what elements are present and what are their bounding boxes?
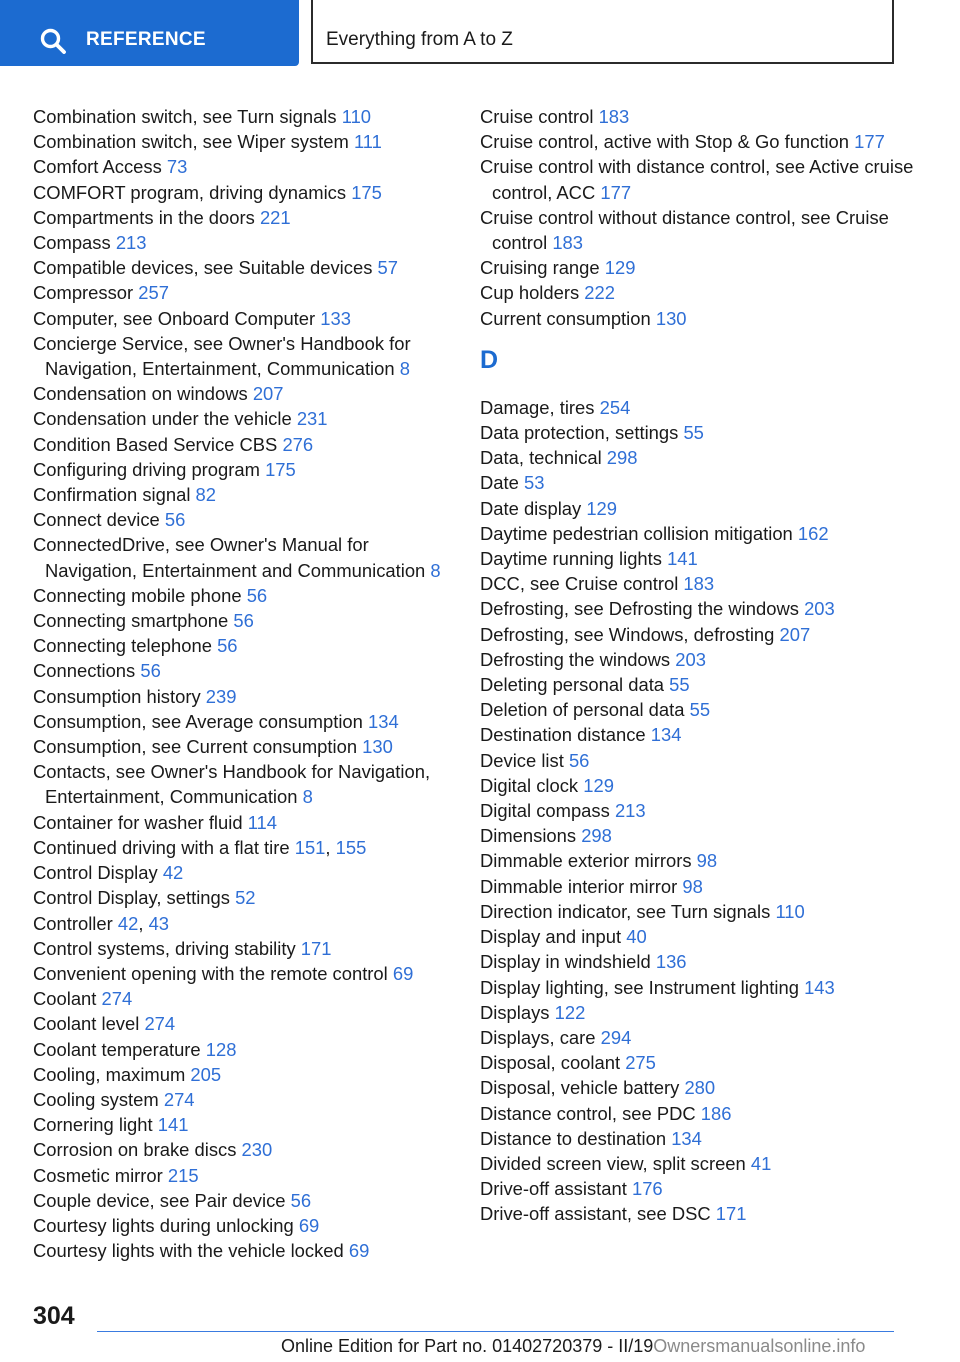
- page-link[interactable]: 129: [604, 257, 636, 279]
- index-entry: [33, 129, 453, 154]
- index-entry-text: Courtesy lights with the vehicle locked: [33, 1240, 344, 1262]
- index-entry-text: Cooling system: [33, 1088, 159, 1110]
- page-link[interactable]: 129: [586, 497, 618, 519]
- page-link[interactable]: 183: [683, 573, 715, 595]
- index-entry: [33, 684, 453, 709]
- page-link[interactable]: 40: [626, 926, 647, 948]
- page-link[interactable]: 43: [148, 912, 170, 934]
- index-entry-text: Dimensions: [480, 825, 577, 847]
- index-entry-text: Deleting personal data: [480, 674, 665, 696]
- index-entry-text: DCC, see Cruise control: [480, 573, 679, 595]
- index-entry-text: Compass: [33, 232, 111, 254]
- index-entry-text: Data, technical: [480, 447, 602, 469]
- index-entry: [480, 306, 920, 331]
- page-link[interactable]: 52: [235, 887, 256, 909]
- index-entry: [33, 1188, 453, 1213]
- page-link[interactable]: 69: [392, 962, 414, 984]
- page-link[interactable]: 171: [300, 937, 332, 959]
- index-entry-text: Display in windshield: [480, 951, 651, 973]
- index-entry: [33, 1112, 453, 1137]
- index-entry: [480, 672, 920, 697]
- page-link[interactable]: 177: [600, 181, 632, 203]
- index-entry: [33, 1011, 453, 1036]
- index-entry-text: Combination switch, see Turn signals: [33, 106, 337, 127]
- index-entry: [480, 571, 920, 596]
- index-entry-text: Compartments in the doors: [33, 206, 255, 228]
- index-entry-text: Device list: [480, 749, 564, 771]
- index-entry: [480, 622, 920, 647]
- index-entry: [33, 860, 453, 885]
- index-entry: [480, 521, 920, 546]
- page-link[interactable]: 274: [101, 988, 133, 1010]
- index-entry: [480, 255, 920, 280]
- index-entry: [33, 482, 453, 507]
- page-link[interactable]: 177: [854, 131, 885, 153]
- reference-tab[interactable]: [0, 0, 299, 66]
- index-entry: [480, 1176, 920, 1201]
- index-entry-text: Cornering light: [33, 1114, 153, 1136]
- index-entry-text: Container for washer fluid: [33, 811, 243, 833]
- index-entry-text: Connecting mobile phone: [33, 584, 242, 606]
- page-link[interactable]: 134: [650, 724, 682, 746]
- index-entry: [33, 104, 453, 129]
- index-entry-text: Displays, care: [480, 1026, 596, 1048]
- index-entry-text: Date: [480, 472, 519, 494]
- page-link[interactable]: 98: [682, 875, 703, 897]
- index-entry-text: Combination switch, see Wiper system: [33, 131, 349, 153]
- page-link[interactable]: 274: [144, 1013, 176, 1035]
- index-entry: [33, 633, 453, 658]
- index-entry-text: Disposal, coolant: [480, 1052, 621, 1074]
- index-entry: [480, 975, 920, 1000]
- index-entry-text: Distance to destination: [480, 1127, 667, 1149]
- index-entry-text: Defrosting the windows: [480, 648, 671, 670]
- page-link[interactable]: 130: [362, 736, 393, 758]
- chapter-title-box: [311, 0, 894, 64]
- footer-divider: [97, 1331, 894, 1332]
- index-entry-text: Control Display: [33, 862, 158, 884]
- index-entry-text: Corrosion on brake discs: [33, 1139, 237, 1161]
- page-link[interactable]: 56: [164, 509, 186, 531]
- index-entry-text: Consumption history: [33, 685, 201, 707]
- index-entry: [480, 154, 920, 204]
- page-link[interactable]: 215: [167, 1164, 199, 1186]
- page-link[interactable]: 69: [348, 1240, 370, 1262]
- index-entry: [480, 823, 920, 848]
- page-link[interactable]: 55: [669, 674, 690, 696]
- page-link[interactable]: 56: [217, 635, 238, 657]
- index-entry: [480, 1000, 920, 1025]
- page-link[interactable]: 230: [241, 1139, 273, 1161]
- index-entry-text: Cup holders: [480, 282, 580, 304]
- index-entry-text: Distance control, see PDC: [480, 1102, 696, 1124]
- index-entry: [33, 1037, 453, 1062]
- index-entry-text: Digital compass: [480, 800, 610, 822]
- index-entry: [480, 129, 920, 154]
- page-link[interactable]: 42: [162, 862, 184, 884]
- index-entry: [480, 949, 920, 974]
- page-link[interactable]: 41: [750, 1152, 772, 1174]
- page-link[interactable]: 222: [584, 282, 615, 304]
- page-link[interactable]: 56: [140, 660, 161, 682]
- chapter-title: Everything from A to Z: [326, 29, 513, 50]
- index-entry-text: Connections: [33, 660, 136, 682]
- page-header: [0, 0, 960, 66]
- index-entry-text: Continued driving with a flat tire: [33, 836, 290, 858]
- index-entry: [480, 1201, 920, 1226]
- index-entry: [480, 1126, 920, 1151]
- index-entry-text: Couple device, see Pair device: [33, 1189, 286, 1211]
- page-link[interactable]: 274: [163, 1088, 195, 1110]
- page-link[interactable]: 294: [600, 1026, 632, 1048]
- index-entry-text: Convenient opening with the remote control: [33, 962, 388, 984]
- page-link[interactable]: 8: [430, 559, 441, 581]
- index-entry-text: Consumption, see Average consumption: [33, 710, 363, 732]
- page-link[interactable]: 298: [606, 447, 638, 469]
- index-entry: [480, 496, 920, 521]
- index-entry: [480, 445, 920, 470]
- index-entry: [480, 280, 920, 305]
- page-link[interactable]: 56: [233, 610, 254, 632]
- index-entry-text: Cruise control with distance control, see Active cruise control, ACC: [480, 156, 914, 203]
- page-link[interactable]: 207: [252, 383, 284, 405]
- page-number: 304: [33, 1302, 75, 1330]
- index-entry: [33, 986, 453, 1011]
- index-entry-text: Concierge Service, see Owner's Handbook for Navigation, Entertainment, Communication: [33, 332, 411, 380]
- index-entry: Controller 42, 43: [33, 912, 170, 934]
- edition-text: Online Edition for Part no. 01402720379 - II/19: [281, 1336, 654, 1356]
- search-icon: [40, 28, 66, 54]
- index-entry: [480, 1101, 920, 1126]
- index-entry: [33, 154, 453, 179]
- index-entry: [480, 205, 920, 255]
- index-entry: Continued driving with a flat tire 151, 155: [33, 836, 367, 858]
- index-entry: [480, 596, 920, 621]
- index-entry: [33, 1087, 453, 1112]
- index-entry-text: Defrosting, see Defrosting the windows: [480, 598, 799, 620]
- page-link[interactable]: 175: [351, 181, 382, 203]
- index-group-c-continued: [480, 104, 920, 331]
- index-entry-text: Digital clock: [480, 774, 579, 796]
- index-entry-text: Compressor: [33, 282, 134, 304]
- index-entry: [33, 406, 453, 431]
- index-entry: [33, 280, 453, 305]
- page-link[interactable]: 275: [625, 1052, 656, 1074]
- index-entry-text: Data protection, settings: [480, 422, 679, 444]
- index-entry-text: Control systems, driving stability: [33, 937, 296, 959]
- index-entry-text: Controller: [33, 912, 113, 934]
- index-entry-text: Drive-off assistant, see DSC: [480, 1203, 711, 1225]
- index-entry-text: Computer, see Onboard Computer: [33, 307, 316, 329]
- page-link[interactable]: 213: [614, 800, 646, 822]
- page-link[interactable]: 55: [683, 422, 704, 444]
- page-link[interactable]: 141: [667, 548, 698, 570]
- index-entry: [33, 507, 453, 532]
- page-link[interactable]: 231: [296, 408, 328, 430]
- index-entry-text: Compatible devices, see Suitable devices: [33, 257, 373, 279]
- page-link[interactable]: 176: [631, 1178, 663, 1200]
- index-entry-text: Courtesy lights during unlocking: [33, 1214, 294, 1236]
- index-entry-text: COMFORT program, driving dynamics: [33, 181, 347, 203]
- index-entry-text: Condensation under the vehicle: [33, 408, 292, 430]
- index-entry: [480, 1151, 920, 1176]
- index-entry: [33, 608, 453, 633]
- index-entry-text: Coolant temperature: [33, 1038, 201, 1060]
- page-link[interactable]: 280: [684, 1077, 716, 1099]
- page-link[interactable]: 110: [341, 106, 372, 127]
- index-entry: [480, 470, 920, 495]
- page-link[interactable]: 183: [552, 232, 584, 254]
- page-link[interactable]: 53: [523, 472, 545, 494]
- index-entry-text: Coolant: [33, 988, 97, 1010]
- index-entry-text: Drive-off assistant: [480, 1178, 627, 1200]
- index-entry: [33, 457, 453, 482]
- page-link[interactable]: 56: [246, 584, 268, 606]
- page-link[interactable]: 205: [190, 1063, 222, 1085]
- index-entry-text: Cruise control: [480, 106, 594, 127]
- page-link[interactable]: 162: [797, 522, 829, 544]
- page-link[interactable]: 111: [353, 131, 382, 153]
- index-entry: [480, 798, 920, 823]
- page-link[interactable]: 129: [583, 774, 614, 796]
- index-entry: [33, 810, 453, 835]
- index-entry-text: Displays: [480, 1001, 550, 1023]
- index-entry: [33, 709, 453, 734]
- index-entry-text: Cruising range: [480, 257, 600, 279]
- index-entry: [480, 874, 920, 899]
- page-link[interactable]: 254: [599, 396, 631, 418]
- index-entry: [33, 1213, 453, 1238]
- index-entry-text: Disposal, vehicle battery: [480, 1077, 680, 1099]
- index-entry-text: Connect device: [33, 509, 160, 531]
- page-link[interactable]: 141: [157, 1114, 189, 1136]
- index-entry-text: Display lighting, see Instrument lighting: [480, 976, 799, 998]
- footer-watermark: Ownersmanualsonline.info: [653, 1336, 866, 1356]
- index-entry-text: Cooling, maximum: [33, 1063, 186, 1085]
- page-link[interactable]: 130: [655, 307, 687, 329]
- index-entry: [480, 420, 920, 445]
- index-entry-text: ConnectedDrive, see Owner's Manual for Navigation, Entertainment and Communication: [33, 534, 426, 581]
- index-entry-text: Dimmable exterior mirrors: [480, 850, 692, 872]
- index-entry-text: Condition Based Service CBS: [33, 433, 278, 455]
- index-column-left: [33, 104, 453, 1263]
- index-entry: [480, 924, 920, 949]
- index-entry-text: Deletion of personal data: [480, 699, 685, 721]
- index-entry-text: Coolant level: [33, 1013, 140, 1035]
- index-entry-text: Damage, tires: [480, 396, 595, 418]
- index-entry-text: Configuring driving program: [33, 458, 260, 480]
- index-entry: [480, 1075, 920, 1100]
- index-entry-text: Condensation on windows: [33, 383, 248, 405]
- index-entry-text: Direction indicator, see Turn signals: [480, 900, 771, 922]
- index-entry: [480, 697, 920, 722]
- page-link[interactable]: 98: [696, 850, 718, 872]
- index-entry: [33, 734, 453, 759]
- index-entry: [33, 180, 453, 205]
- index-entry: [33, 331, 453, 381]
- page-link[interactable]: 203: [804, 598, 835, 620]
- page-link[interactable]: 69: [298, 1214, 320, 1236]
- index-entry: [33, 1062, 453, 1087]
- index-entry-text: Control Display, settings: [33, 887, 230, 909]
- index-entry: [33, 658, 453, 683]
- index-entry-text: Cruise control without distance control, see Cruise control: [480, 206, 889, 254]
- page-link[interactable]: 133: [320, 307, 351, 329]
- page-link[interactable]: 114: [247, 811, 278, 833]
- index-entry-text: Dimmable interior mirror: [480, 875, 678, 897]
- index-entry-text: Daytime running lights: [480, 548, 662, 570]
- page-link[interactable]: 8: [399, 358, 410, 380]
- index-entry: [33, 936, 453, 961]
- page-link[interactable]: 221: [259, 206, 291, 228]
- page-link[interactable]: 128: [205, 1038, 237, 1060]
- footer-edition: [281, 1336, 865, 1357]
- page-link[interactable]: 298: [581, 825, 612, 847]
- index-entry: [480, 1050, 920, 1075]
- index-entry: [33, 961, 453, 986]
- index-entry-text: Cosmetic mirror: [33, 1164, 163, 1186]
- page-link[interactable]: 239: [205, 685, 237, 707]
- index-entry-text: Contacts, see Owner's Handbook for Navigation, Entertainment, Communication: [33, 761, 431, 808]
- index-entry: [480, 848, 920, 873]
- index-entry: [33, 1163, 453, 1188]
- page-link[interactable]: 186: [700, 1102, 732, 1124]
- index-entry: [480, 546, 920, 571]
- section-letter-d: D: [480, 345, 499, 374]
- page-link[interactable]: 257: [138, 282, 169, 304]
- index-entry: [33, 230, 453, 255]
- page-link[interactable]: 110: [775, 900, 805, 922]
- page-link[interactable]: 134: [671, 1127, 702, 1149]
- index-entry: [33, 532, 453, 582]
- index-entry: [33, 583, 453, 608]
- index-entry: [480, 395, 920, 420]
- index-entry-text: Comfort Access: [33, 156, 162, 178]
- index-group-d: [480, 395, 920, 1227]
- page-link[interactable]: 56: [568, 749, 590, 771]
- index-entry: [33, 255, 453, 280]
- page-link[interactable]: 155: [335, 836, 367, 858]
- index-entry: [33, 885, 453, 910]
- page-link[interactable]: 276: [282, 433, 314, 455]
- index-entry: [480, 899, 920, 924]
- page-link[interactable]: 175: [265, 458, 296, 480]
- page-link[interactable]: 82: [195, 484, 217, 506]
- index-entry: [480, 647, 920, 672]
- page-link[interactable]: 8: [302, 786, 313, 808]
- index-entry-text: Consumption, see Current consumption: [33, 736, 358, 758]
- page-link[interactable]: 203: [675, 648, 706, 670]
- index-entry-text: Connecting telephone: [33, 635, 212, 657]
- page-link[interactable]: 42: [117, 912, 139, 934]
- index-entry: [33, 1137, 453, 1162]
- page-link[interactable]: 56: [290, 1189, 312, 1211]
- reference-label: REFERENCE: [86, 29, 206, 50]
- page-link[interactable]: 136: [655, 951, 687, 973]
- page-link[interactable]: 207: [779, 623, 811, 645]
- index-entry: [33, 1238, 453, 1263]
- index-entry: [33, 381, 453, 406]
- page-link[interactable]: 55: [689, 699, 711, 721]
- index-entry: [33, 759, 453, 809]
- page-link[interactable]: 151: [294, 836, 326, 858]
- index-entry: [33, 205, 453, 230]
- index-entry: [33, 432, 453, 457]
- index-column-right: [480, 104, 920, 1227]
- index-entry-text: Display and input: [480, 926, 622, 948]
- index-entry-text: Connecting smartphone: [33, 610, 229, 632]
- page-link[interactable]: 143: [804, 976, 835, 998]
- page-link[interactable]: 122: [554, 1001, 586, 1023]
- index-entry: [480, 104, 920, 129]
- index-entry-text: Destination distance: [480, 724, 646, 746]
- page-link[interactable]: 213: [115, 232, 147, 254]
- index-entry-text: Confirmation signal: [33, 484, 191, 506]
- page-link[interactable]: 73: [166, 156, 188, 178]
- page-link[interactable]: 183: [598, 106, 630, 127]
- index-entry: [480, 1025, 920, 1050]
- index-entry-text: Defrosting, see Windows, defrosting: [480, 623, 775, 645]
- page-link[interactable]: 57: [377, 257, 398, 279]
- index-entry-text: Cruise control, active with Stop & Go function: [480, 131, 850, 153]
- page-link[interactable]: 134: [368, 710, 399, 732]
- index-entry-text: Date display: [480, 497, 582, 519]
- index-entry-text: Divided screen view, split screen: [480, 1152, 746, 1174]
- index-entry: [480, 722, 920, 747]
- index-entry: [480, 773, 920, 798]
- index-entry-text: Current consumption: [480, 307, 651, 329]
- index-entry: [33, 306, 453, 331]
- index-entry: [480, 748, 920, 773]
- index-entry-text: Daytime pedestrian collision mitigation: [480, 522, 793, 544]
- page-link[interactable]: 171: [715, 1203, 747, 1225]
